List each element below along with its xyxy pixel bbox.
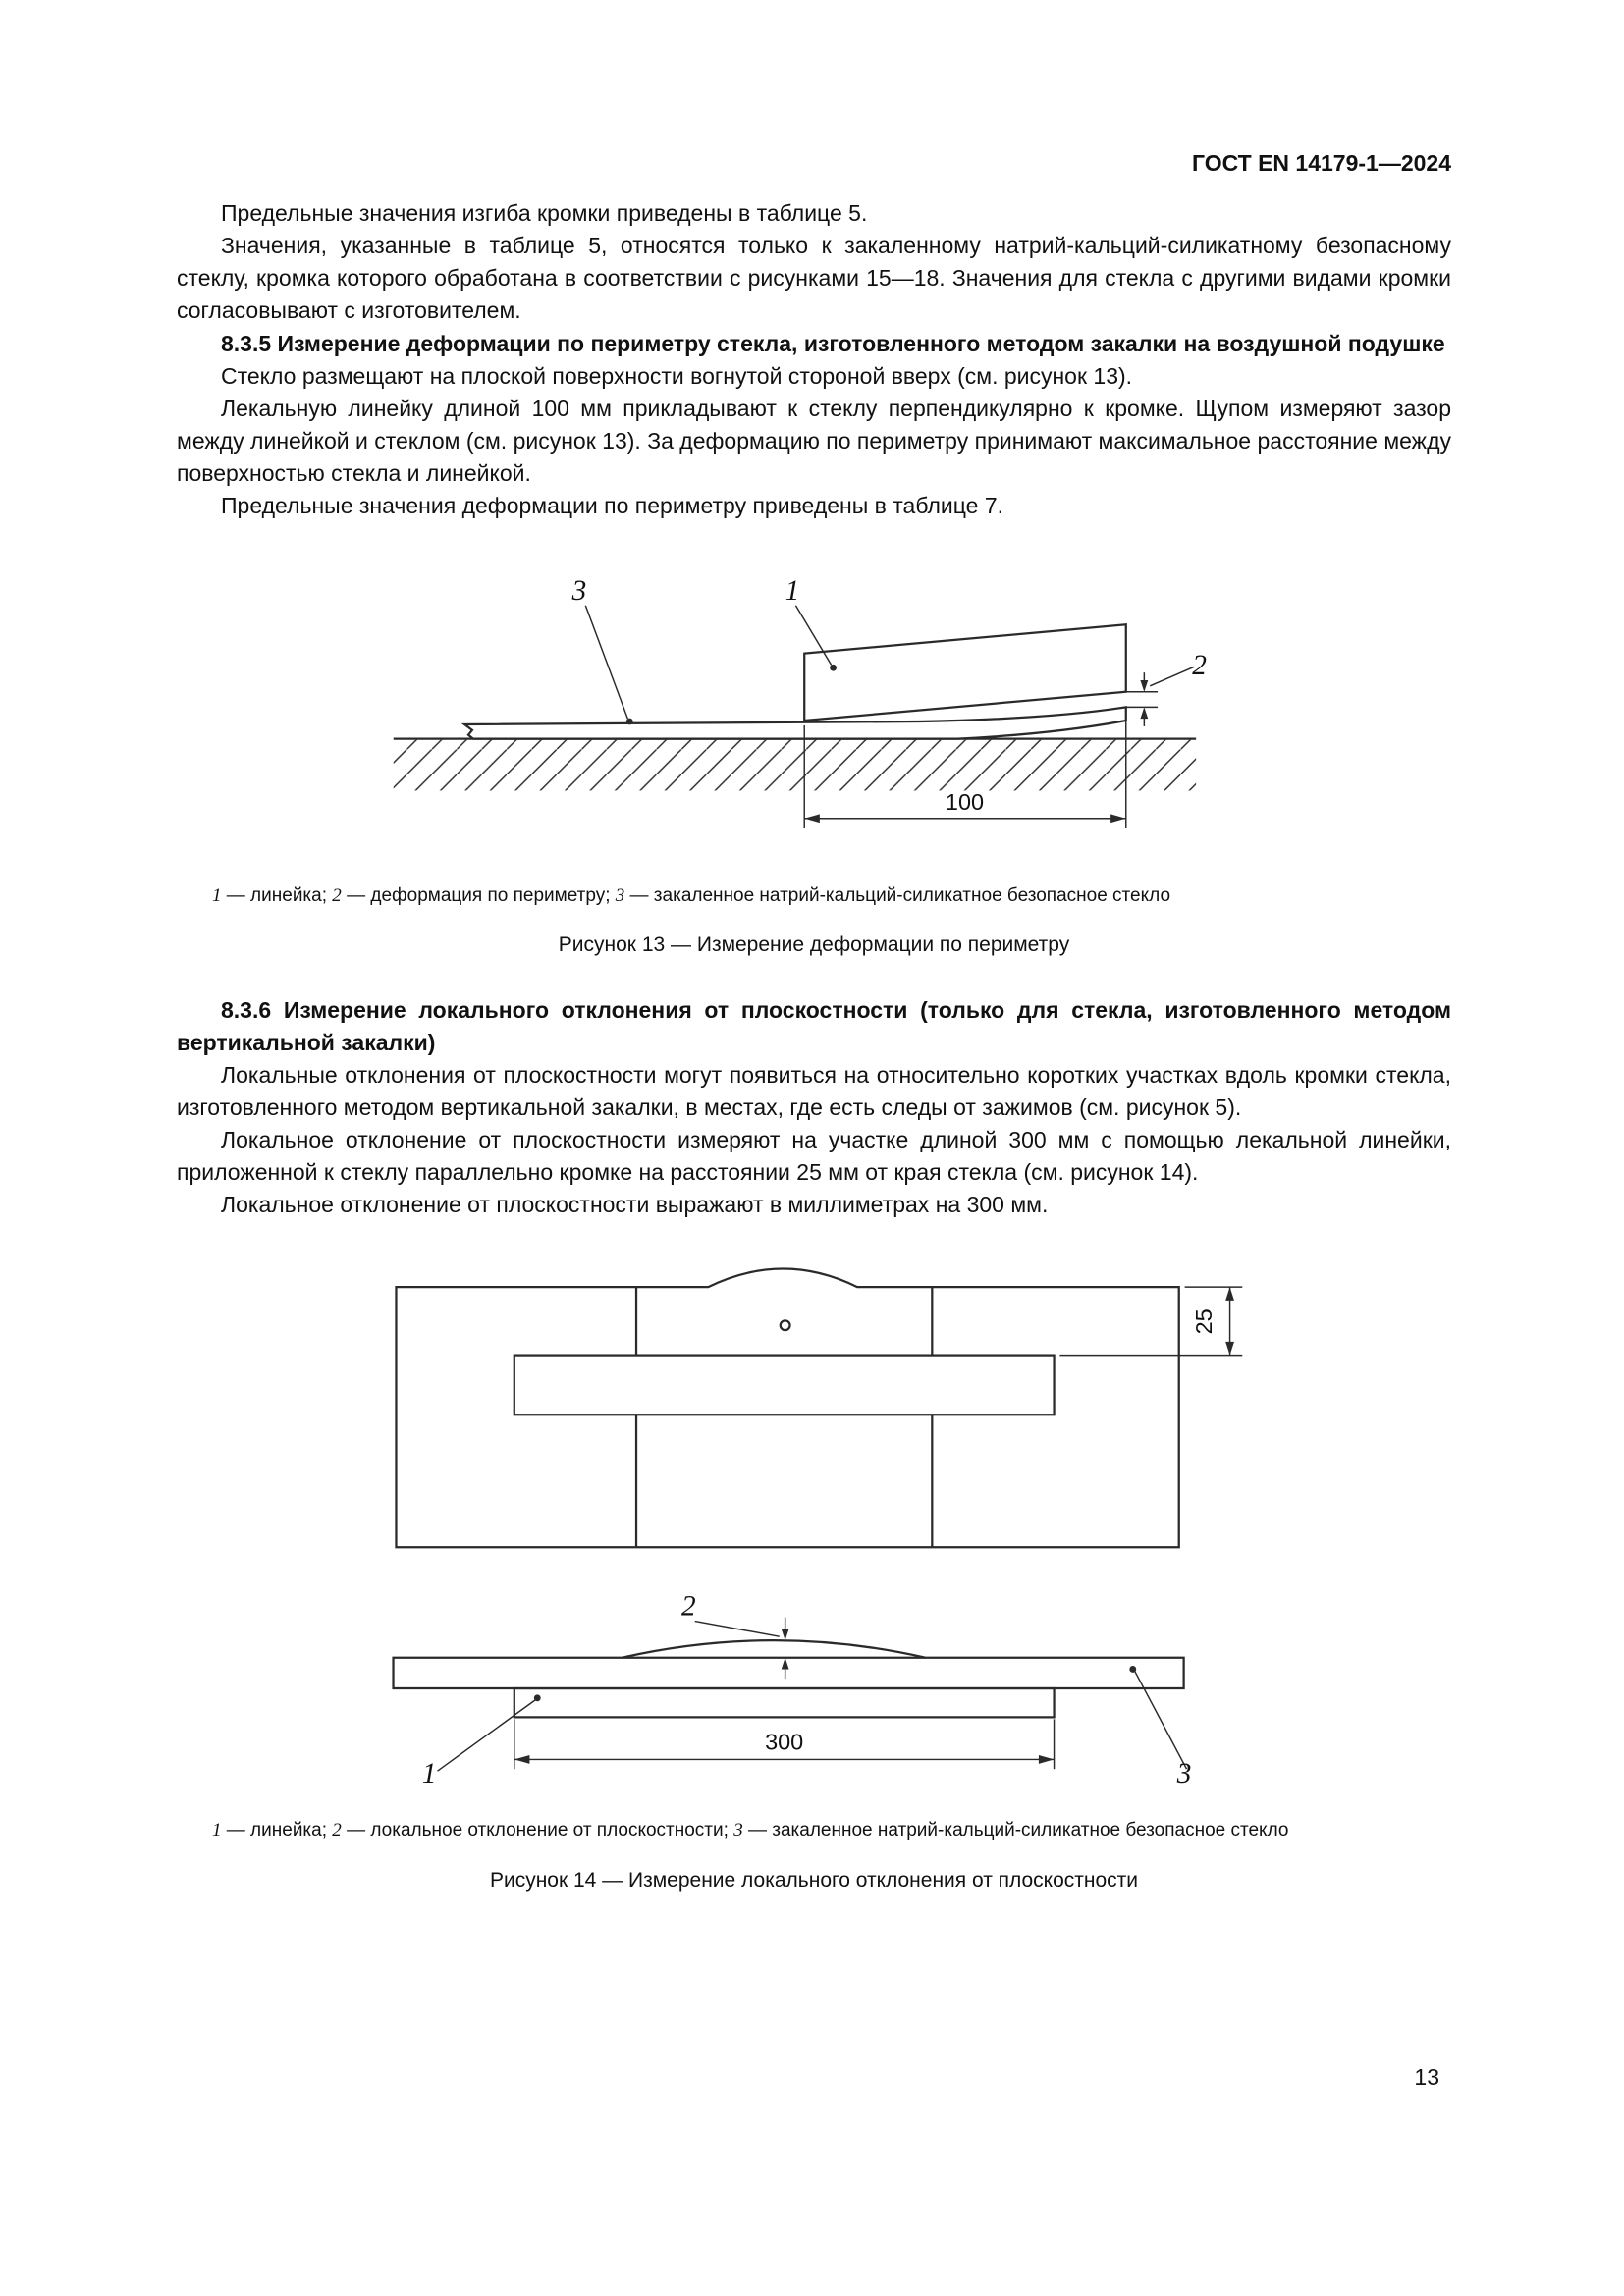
paragraph: Лекальную линейку длиной 100 мм прикладывают к стеклу перпендикулярно к кромке. Щупом измеряют зазор между линейкой и стеклом (см. рисунок 13). За деформацию по периметру принимают максимальное расстояние между поверхностью стекла и линейкой. — [177, 395, 1451, 486]
clamp-mark-circle — [781, 1321, 790, 1331]
paragraph: Локальное отклонение от плоскостности выражают в миллиметрах на 300 мм. — [221, 1192, 1049, 1218]
glass-shape — [464, 708, 1126, 739]
plan-ruler-shape — [514, 1356, 1055, 1415]
legend-text: — линейка; — [221, 885, 333, 907]
figure-13-legend — [212, 882, 1451, 909]
figure-13-caption: Рисунок 13 — Измерение деформации по периметру — [558, 934, 1070, 957]
dimension-100-label: 100 — [945, 789, 985, 816]
legend-number: 3 — [615, 885, 625, 907]
dimension-25-label: 25 — [1190, 1308, 1217, 1335]
legend-text: — закаленное натрий-кальций-силикатное безопасное стекло — [742, 1820, 1289, 1842]
leader-lines — [585, 606, 831, 719]
dimension-300-label: 300 — [765, 1730, 804, 1756]
paragraph: Стекло размещают на плоской поверхности вогнутой стороной вверх (см. рисунок 13). — [221, 362, 1133, 389]
side-glass-shape — [394, 1641, 1184, 1689]
ruler-shape — [804, 624, 1126, 721]
figure-14-legend — [212, 1817, 1451, 1843]
legend-number: 2 — [332, 885, 342, 907]
deformation-callout-label: 2 — [1192, 650, 1207, 682]
paragraph: Предельные значения деформации по периметру приведены в таблице 7. — [221, 493, 1004, 519]
ruler-callout-label: 1 — [421, 1758, 437, 1790]
legend-number: 1 — [212, 885, 222, 907]
deviation-dimension-arrows — [782, 1629, 789, 1670]
leader-lines — [438, 1672, 1187, 1772]
paragraph: Предельные значения изгиба кромки приведены в таблице 5. — [221, 200, 868, 227]
deviation-callout-label: 2 — [681, 1591, 696, 1624]
figure-14-drawing — [372, 1249, 1256, 1791]
paragraph: Локальное отклонение от плоскостности измеряют на участке длиной 300 мм с помощью лекальной линейки, приложенной к стеклу параллельно кромке на расстоянии 25 мм от края стекла (см. рисунок 14). — [177, 1127, 1451, 1186]
legend-number: 3 — [733, 1820, 743, 1842]
page-number: 13 — [1414, 2064, 1439, 2090]
paragraph: Значения, указанные в таблице 5, относятся только к закаленному натрий-кальций-силикатному безопасному стеклу, кромка которого обработана в соответствии с рисунками 15—18. Значения для стекла с другими видами кромки согласовывают с изготовителем. — [177, 233, 1451, 324]
glass-callout-label: 3 — [571, 575, 587, 608]
leader-dots — [534, 1666, 1136, 1701]
surface-hatch — [394, 740, 1196, 791]
legend-number: 2 — [332, 1820, 342, 1842]
page-content — [177, 147, 1451, 1929]
legend-text: — локальное отклонение от плоскостности; — [341, 1820, 734, 1842]
legend-text: — деформация по периметру; — [341, 885, 616, 907]
page-header: ГОСТ EN 14179-1—2024 — [1191, 150, 1451, 176]
section-heading-8-3-5: 8.3.5 Измерение деформации по периметру стекла, изготовленного методом закалки на воздушной подушке — [221, 330, 1445, 356]
figure-14-caption: Рисунок 14 — Измерение локального отклонения от плоскостности — [489, 1868, 1139, 1892]
ruler-callout-label: 1 — [785, 575, 800, 608]
figure-13-drawing — [382, 550, 1246, 857]
legend-text: — линейка; — [221, 1820, 333, 1842]
glass-callout-label: 3 — [1176, 1758, 1192, 1790]
section-heading-8-3-6: 8.3.6 Измерение локального отклонения от плоскостности (только для стекла, изготовленного методом вертикальной закалки) — [177, 996, 1451, 1055]
side-ruler-shape — [514, 1688, 1055, 1717]
paragraph: Локальные отклонения от плоскостности могут появиться на относительно коротких участках вдоль кромки стекла, изготовленного методом вертикальной закалки, в местах, где есть следы от зажимов (см. рисунок 5). — [177, 1061, 1451, 1120]
legend-text: — закаленное натрий-кальций-силикатное безопасное стекло — [624, 885, 1171, 907]
gap-dimension-arrows — [1140, 680, 1148, 719]
deviation-dimension — [695, 1618, 785, 1680]
legend-number: 1 — [212, 1820, 222, 1842]
gap-dimension — [1126, 667, 1194, 726]
